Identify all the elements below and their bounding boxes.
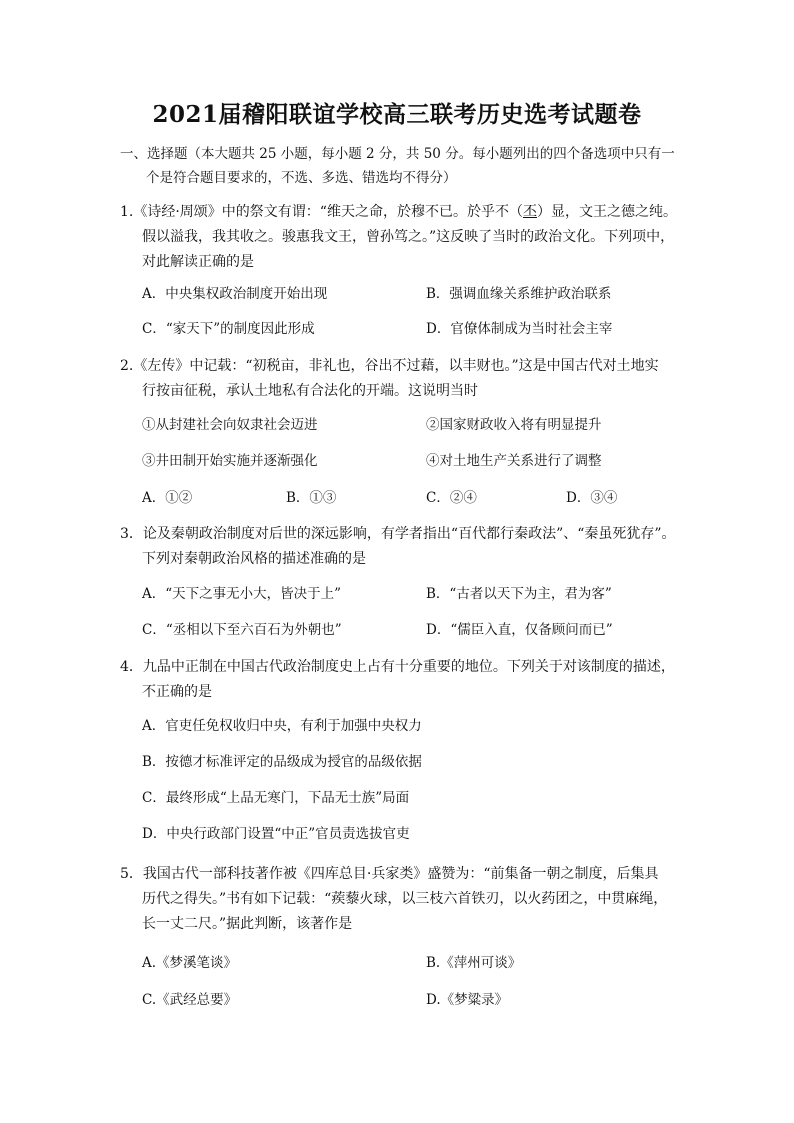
q4-option-c[interactable]: C．最终形成“上品无寒门，下品无士族”局面 [142, 790, 410, 806]
question-1-stem [120, 200, 690, 275]
page-title: 2021届稽阳联谊学校高三联考历史选考试题卷 [152, 101, 642, 128]
q2-line-1: 2.《左传》中记载：“初税亩，非礼也，谷出不过藉，以丰财也。”这是中国古代对土地实 [120, 358, 659, 374]
q4-line-1: 4．九品中正制在中国古代政治制度史上占有十分重要的地位。下列关于对该制度的描述， [120, 659, 675, 675]
q5-line-3: 长一丈二尺。”据此判断，该著作是 [142, 916, 353, 932]
q1-line-1b: ）显，文王之德之纯。 [536, 204, 677, 220]
q3-option-d[interactable]: D．“儒臣入直，仅备顾问而已” [426, 622, 613, 638]
q5-option-c[interactable]: C.《武经总要》 [142, 992, 238, 1008]
q2-statement-2-text: 国家财政收入将有明显提升 [439, 417, 602, 433]
q4-line-2: 不正确的是 [142, 684, 212, 700]
q2-statement-3-text: 井田制开始实施并逐渐强化 [155, 453, 318, 469]
q1-line-1 [120, 204, 677, 220]
q3-option-a[interactable]: A．“天下之事无小大，皆决于上” [142, 586, 342, 602]
q2-num-2: ② [426, 417, 440, 433]
q2-num-1: ① [142, 417, 156, 433]
q1-option-b[interactable]: B．强调血缘关系维护政治联系 [426, 286, 612, 302]
question-5-stem [120, 862, 690, 937]
q2-line-2: 行按亩征税，承认土地私有合法化的开端。这说明当时 [142, 383, 478, 399]
q1-line-2: 假以溢我，我其收之。骏惠我文王，曾孙笃之。”这反映了当时的政治文化。下列项中， [142, 229, 675, 245]
q2-statement-3 [142, 450, 318, 472]
q2-statement-1 [142, 414, 318, 436]
q5-option-a[interactable]: A.《梦溪笔谈》 [142, 955, 238, 971]
q2-option-b[interactable]: B．①③ [286, 490, 337, 506]
q2-option-d[interactable]: D．③④ [566, 490, 618, 506]
q4-option-b[interactable]: B．按德才标准评定的品级成为授官的品级依据 [142, 754, 422, 770]
q1-option-d[interactable]: D．官僚体制成为当时社会主宰 [426, 321, 613, 337]
q3-option-c[interactable]: C．“丞相以下至六百石为外朝也” [142, 622, 342, 638]
q3-line-1: 3．论及秦朝政治制度对后世的深远影响，有学者指出“百代都行秦政法”、“秦虽死犹存”。 [120, 526, 676, 542]
q2-num-4: ④ [426, 453, 440, 469]
q1-line-3: 对此解读正确的是 [142, 254, 254, 270]
q2-statement-4-text: 对土地生产关系进行了调整 [439, 453, 602, 469]
q3-line-2: 下列对秦朝政治风格的描述准确的是 [142, 551, 366, 567]
q5-line-2: 历代之得失。”书有如下记载：“蒺藜火球，以三枝六首铁刃，以火药团之，中贯麻绳， [142, 891, 668, 907]
question-2-stem [120, 354, 690, 404]
q4-option-d[interactable]: D．中央行政部门设置“中正”官员责选拔官吏 [142, 826, 410, 842]
question-3-stem [120, 522, 690, 572]
q1-underlined-char: 丕 [522, 204, 537, 220]
q3-option-b[interactable]: B．“古者以天下为主，君为客” [426, 586, 612, 602]
q5-option-d[interactable]: D.《梦粱录》 [426, 992, 509, 1008]
q5-line-1: 5．我国古代一部科技著作被《四库总目·兵家类》盛赞为：“前集备一朝之制度，后集具 [120, 866, 659, 882]
q2-statement-1-text: 从封建社会向奴隶社会迈进 [155, 417, 318, 433]
question-4-stem [120, 655, 690, 705]
q2-option-a[interactable]: A．①② [142, 490, 193, 506]
q5-option-b[interactable]: B.《萍州可谈》 [426, 955, 522, 971]
section-instructions [120, 142, 680, 190]
q4-option-a[interactable]: A．官吏任免权收归中央，有利于加强中央权力 [142, 718, 422, 734]
q2-statement-2 [426, 414, 602, 436]
q1-option-a[interactable]: A．中央集权政治制度开始出现 [142, 286, 328, 302]
q2-option-c[interactable]: C．②④ [426, 490, 477, 506]
section-line-2: 个是符合题目要求的，不选、多选、错选均不得分） [146, 170, 457, 186]
q2-statement-4 [426, 450, 602, 472]
section-line-1: 一、选择题（本大题共 25 小题，每小题 2 分，共 50 分。每小题列出的四个备选项中只有一 [120, 146, 675, 162]
q1-option-c[interactable]: C．“家天下”的制度因此形成 [142, 321, 315, 337]
q2-num-3: ③ [142, 453, 156, 469]
q1-line-1a: 1.《诗经·周颂》中的祭文有谓：“维天之命，於穆不已。於乎不（ [120, 204, 523, 220]
